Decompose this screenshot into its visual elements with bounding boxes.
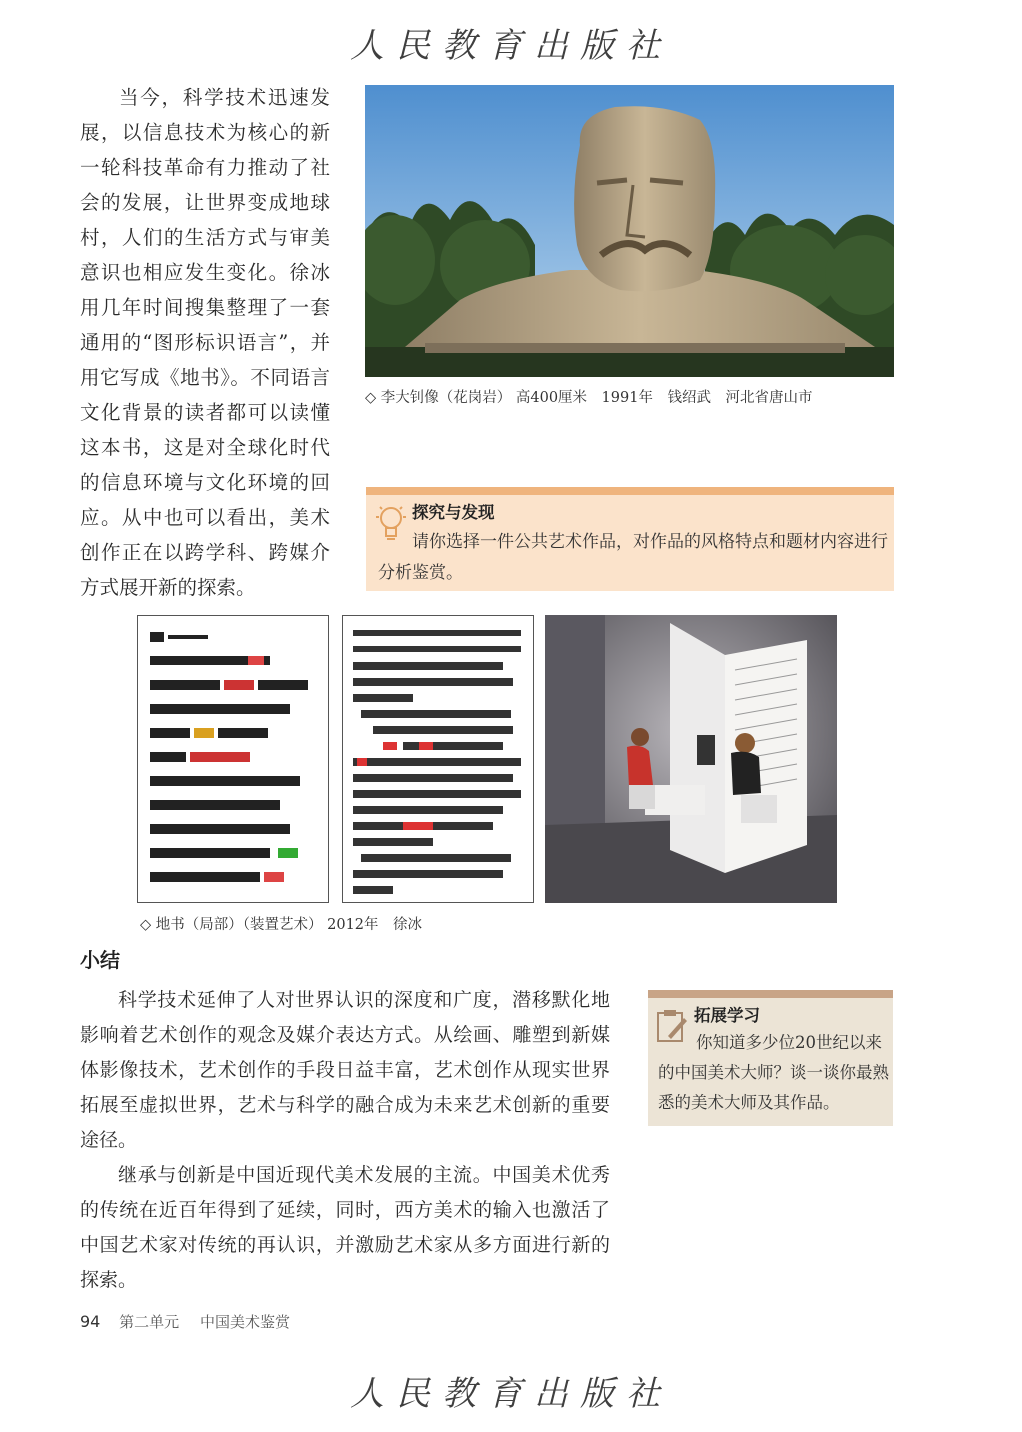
unit-label: 第二单元: [119, 1313, 180, 1331]
page-number: 94: [80, 1312, 101, 1331]
summary-text: [80, 983, 610, 1298]
book-from-the-ground-page-2: [342, 615, 534, 903]
installation-photo: [545, 615, 837, 903]
intro-paragraph: 当今，科学技术迅速发展，以信息技术为核心的新一轮科技革命有力推动了社会的发展，让世界变成地球村，人们的生活方式与审美意识也相应发生变化。徐冰用几年时间搜集整理了一套通用的“图形标识语言”，并用它写成《地书》。不同语言文化背景的读者都可以读懂这本书，这是对全球化时代的信息环境与文化环境的回应。从中也可以看出，美术创作正在以跨学科、跨媒介方式展开新的探索。: [80, 86, 330, 599]
publisher-watermark-bottom: 人民教育出版社: [350, 1374, 672, 1414]
page-footer: [80, 1311, 290, 1332]
publisher-watermark-top: 人民教育出版社: [350, 26, 672, 66]
book-from-the-ground-page-1: [137, 615, 329, 903]
extend-header-bar: [648, 990, 893, 998]
intro-text: [80, 80, 330, 605]
explore-body: 请你选择一件公共艺术作品，对作品的风格特点和题材内容进行分析鉴赏。: [378, 532, 888, 583]
installation-caption: ◇ 地书（局部）（装置艺术） 2012年 徐冰: [140, 917, 423, 933]
extend-body: 你知道多少位20世纪以来的中国美术大师？谈一谈你最熟悉的美术大师及其作品。: [658, 1033, 889, 1112]
summary-paragraph-1: 科学技术延伸了人对世界认识的深度和广度，潜移默化地影响着艺术创作的观念及媒介表达方式。从绘画、雕塑到新媒体影像技术，艺术创作的手段日益丰富，艺术创作从现实世界拓展至虚拟世界，艺术与科学的融合成为未来艺术创新的重要途径。: [80, 989, 610, 1151]
explore-discover-box: [366, 487, 894, 591]
extended-learning-box: [648, 990, 893, 1126]
explore-header-bar: [366, 487, 894, 495]
summary-paragraph-2: 继承与创新是中国近现代美术发展的主流。中国美术优秀的传统在近百年得到了延续，同时，西方美术的输入也激活了中国艺术家对传统的再认识，并激励艺术家从多方面进行新的探索。: [80, 1164, 610, 1291]
extend-title: 拓展学习: [694, 1006, 760, 1025]
li-dazhao-sculpture-photo: [365, 85, 894, 377]
summary-title: 小结: [80, 948, 120, 972]
sculpture-caption: ◇ 李大钊像（花岗岩） 高400厘米 1991年 钱绍武 河北省唐山市: [365, 390, 813, 406]
explore-title: 探究与发现: [412, 503, 495, 522]
chapter-label: 中国美术鉴赏: [199, 1313, 290, 1331]
